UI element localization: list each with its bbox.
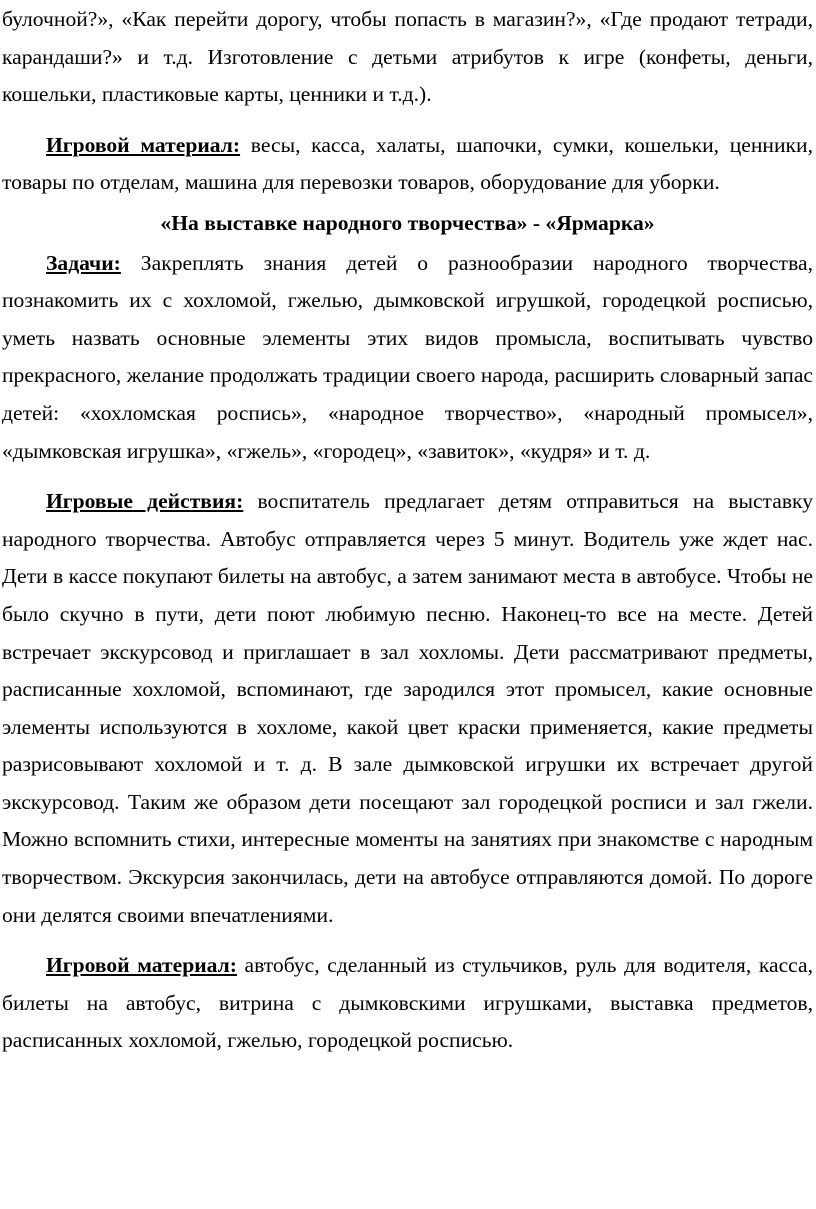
tasks-label: Задачи:	[46, 250, 121, 275]
material-2-text: автобус, сделанный из стульчиков, руль для водителя, касса, билеты на автобус, витрина с дымковскими игрушками, выставка предметов, расписанных хохломой, гжелью, городецкой росписью.	[2, 953, 813, 1053]
actions-label: Игровые действия:	[46, 489, 244, 514]
section-title: «На выставке народного творчества» - «Ярмарка»	[160, 210, 655, 235]
paragraph-actions	[2, 483, 813, 934]
paragraph-material-1	[2, 127, 813, 202]
material-1-label: Игровой материал:	[46, 132, 241, 157]
paragraph-material-2	[2, 947, 813, 1060]
material-2-label: Игровой материал:	[46, 953, 237, 978]
actions-text: воспитатель предлагает детям отправиться на выставку народного творчества. Автобус отправляется через 5 минут. Водитель уже ждет нас. Дети в кассе покупают билеты на автобус, а затем занимают места в автобусе. Чтобы не было скучно в пути, дети поют любимую песню. Наконец-то все на месте. Детей встречает экскурсовод и приглашает в зал хохломы. Дети рассматривают предметы, расписанные хохломой, вспоминают, где зародился этот промысел, какие основные элементы используются в хохломе, какой цвет краски применяется, какие предметы разрисовывают хохломой и т. д. В зале дымковской игрушки их встречает другой экскурсовод. Таким же образом дети посещают зал городецкой росписи и зал гжели. Можно вспомнить стихи, интересные моменты на занятиях при знакомстве с народным творчеством. Экскурсия закончилась, дети на автобусе отправляются домой. По дороге они делятся своими впечатлениями.	[2, 489, 814, 927]
material-1-text: весы, касса, халаты, шапочки, сумки, кошельки, ценники, товары по отделам, машина для перевозки товаров, оборудование для уборки.	[2, 132, 813, 195]
paragraph-intro: булочной?», «Как перейти дорогу, чтобы попасть в магазин?», «Где продают тетради, карандаши?» и т.д. Изготовление с детьми атрибутов к игре (конфеты, деньги, кошельки, пластиковые карты, ценники и т.д.).	[2, 7, 813, 107]
paragraph-tasks	[2, 245, 813, 471]
tasks-text: Закреплять знания детей о разнообразии народного творчества, познакомить их с хохломой, гжелью, дымковской игрушкой, городецкой росписью, уметь назвать основные элементы этих видов промысла, воспитывать чувство прекрасного, желание продолжать традиции своего народа, расширить словарный запас детей: «хохломская роспись», «народное творчество», «народный промысел», «дымковская игрушка», «гжель», «городец», «завиток», «кудря» и т. д.	[2, 250, 813, 463]
